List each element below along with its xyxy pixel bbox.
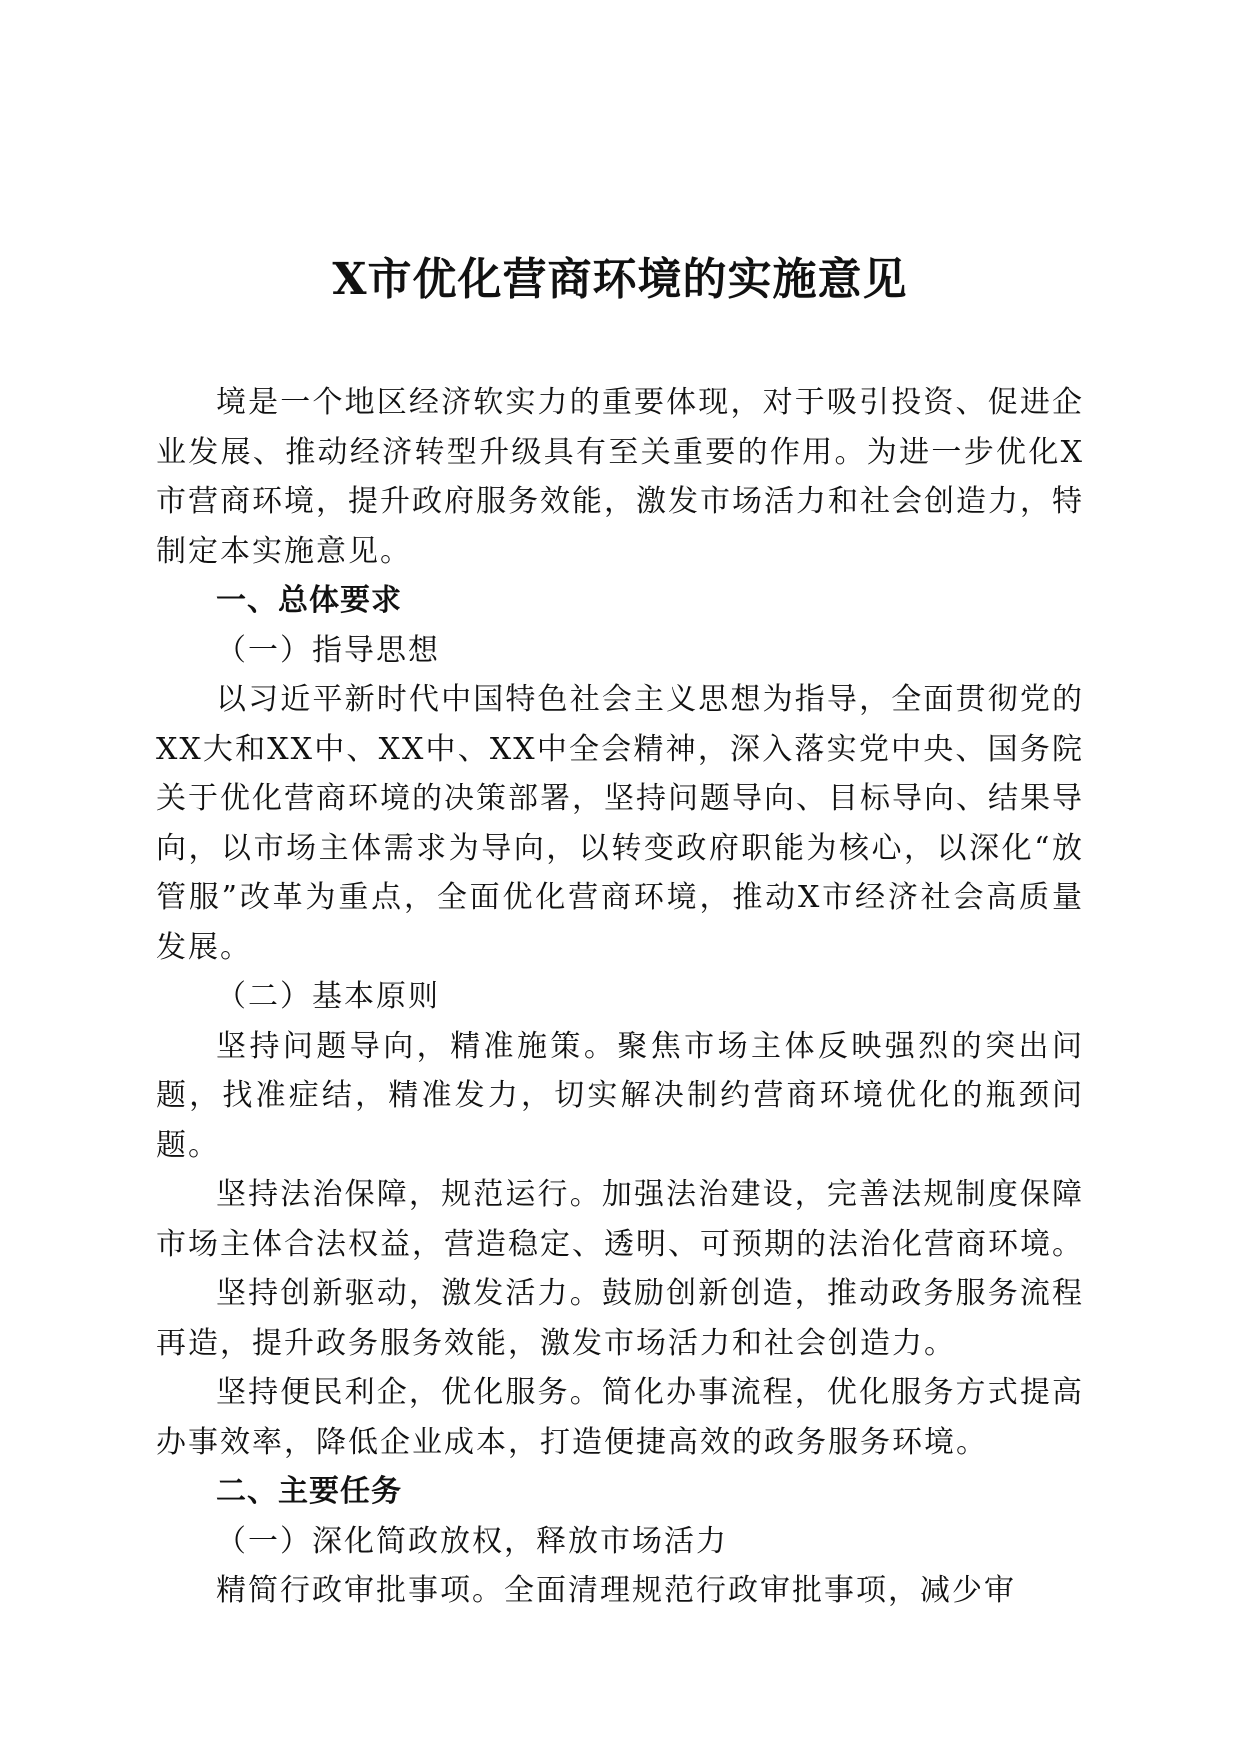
section-heading-main-tasks: 二、主要任务 <box>216 1474 402 1509</box>
subsection-heading-streamline-administration: （一）深化简政放权，释放市场活力 <box>216 1523 728 1559</box>
document-body <box>156 378 1084 1616</box>
subsection-heading-basic-principles: （二）基本原则 <box>216 979 440 1014</box>
section-heading-overall-requirements: 一、总体要求 <box>216 583 402 618</box>
document-title: X市优化营商环境的实施意见 <box>332 254 908 305</box>
paragraph-principle-innovation: 坚持创新驱动，激发活力。鼓励创新创造，推动政务服务流程再造，提升政务服务效能，激发市场活力和社会创造力。 <box>156 1276 1084 1361</box>
subsection-heading-guiding-ideology: （一）指导思想 <box>216 632 440 668</box>
paragraph-guiding-ideology: 以习近平新时代中国特色社会主义思想为指导，全面贯彻党的XX大和XX中、XX中、XX中全会精神，深入落实党中央、国务院关于优化营商环境的决策部署，坚持问题导向、目标导向、结果导向，以市场主体需求为导向，以转变政府职能为核心，以深化“放管服”改革为重点，全面优化营商环境，推动X市经济社会高质量发展。 <box>156 682 1084 965</box>
paragraph-streamline-approvals: 精简行政审批事项。全面清理规范行政审批事项，减少审 <box>216 1573 1016 1608</box>
paragraph-principle-convenience: 坚持便民利企，优化服务。简化办事流程，优化服务方式提高办事效率，降低企业成本，打造便捷高效的政务服务环境。 <box>156 1375 1084 1460</box>
paragraph-principle-rule-of-law: 坚持法治保障，规范运行。加强法治建设，完善法规制度保障市场主体合法权益，营造稳定、透明、可预期的法治化营商环境。 <box>156 1177 1084 1262</box>
paragraph-principle-problem-oriented: 坚持问题导向，精准施策。聚焦市场主体反映强烈的突出问题，找准症结，精准发力，切实解决制约营商环境优化的瓶颈问题。 <box>156 1028 1084 1163</box>
intro-paragraph: 境是一个地区经济软实力的重要体现，对于吸引投资、促进企业发展、推动经济转型升级具有至关重要的作用。为进一步优化X市营商环境，提升政府服务效能，激发市场活力和社会创造力，特制定本实施意见。 <box>156 385 1084 569</box>
